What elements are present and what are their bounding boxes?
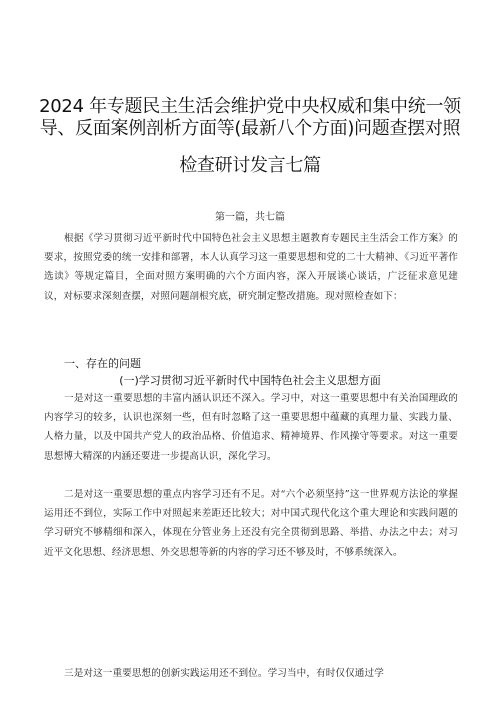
subsection-heading: (一)学习贯彻习近平新时代中国特色社会主义思想方面 [119,374,381,387]
document-title-line-2: 导、反面案例剖析方面等(最新八个方面)问题查摆对照 [39,118,461,139]
body-paragraph-1: 一是对这一重要思想的丰富内涵认识还不深入。学习中，对这一重要思想中有关治国理政的内容学习的较多，认识也深刻一些，但有时忽略了这一重要思想中蕴藏的真理力量、实践力量、人格力量，以及中国共产党人的政治品格、价值追求、精神境界、作风操守等要求。对这一重要思想博大精深的内涵还要进一步提高认识，深化学习。 [44,393,458,462]
section-heading: 一、存在的问题 [64,357,141,370]
document-title-line-3: 检查研讨发言七篇 [179,155,321,176]
intro-paragraph: 根据《学习贯彻习近平新时代中国特色社会主义思想主题教育专题民主生活会工作方案》的要求，按照党委的统一安排和部署，本人认真学习这一重要思想和党的二十大精神、《习近平著作选读》等规定篇目，全面对照方案明确的六个方面内容，深入开展谈心谈话，广泛征求意见建议，对标要求深刻查摆，对照问题剖根究底，研究制定整改措施。现对照检查如下： [44,233,458,302]
article-number: 第一篇，共七篇 [215,212,285,223]
body-paragraph-2: 二是对这一重要思想的重点内容学习还有不足。对“六个必须坚持”这一世界观方法论的掌握运用还不到位，实际工作中对照起来差距还比较大；对中国式现代化这个重大理论和实践问题的学习研究不够精细和深入，体现在分管业务上还没有完全贯彻到思路、举措、办法之中去；对习近平文化思想、经济思想、外交思想等新的内容的学习还不够及时，不够系统深入。 [44,489,458,558]
body-paragraph-3: 三是对这一重要思想的创新实践运用还不到位。学习当中，有时仅仅通过学 [64,668,384,679]
document-title-line-1: 2024 年专题民主生活会维护党中央权威和集中统一领 [39,96,461,117]
